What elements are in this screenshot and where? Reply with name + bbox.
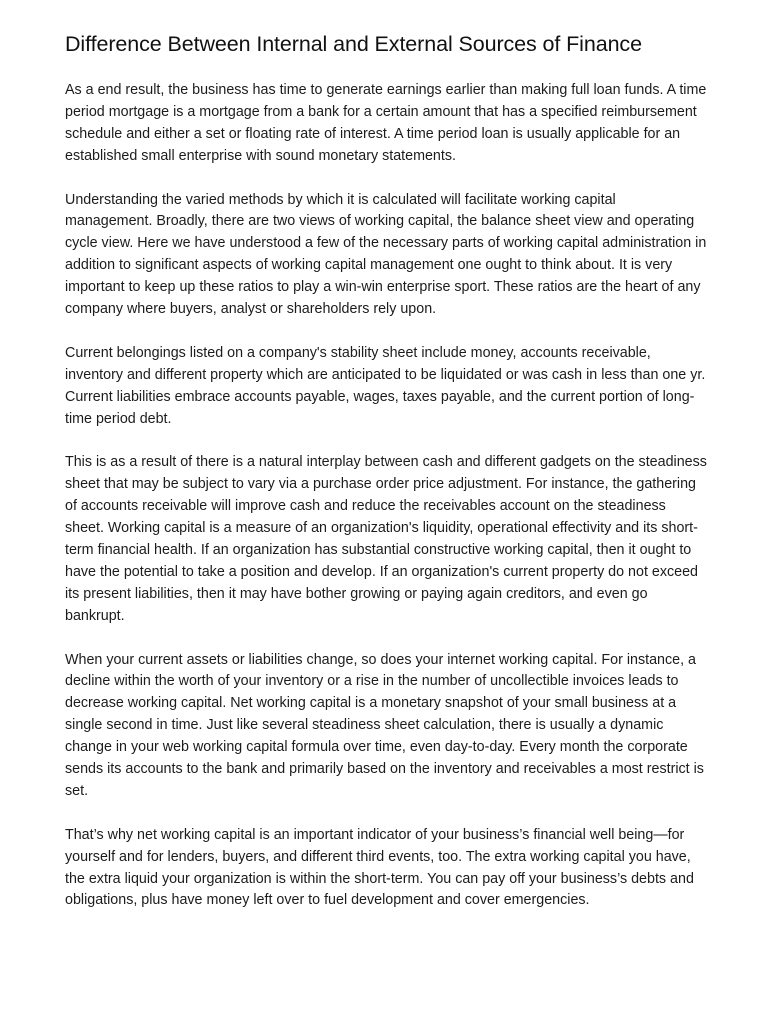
paragraph: When your current assets or liabilities change, so does your internet working capital. For instance, a decline within the worth of your inventory or a rise in the number of uncollectible invoices leads to decrease working capital. Net working capital is a monetary snapshot of your small business at a single second in time. Just like several steadiness sheet calculation, there is usually a dynamic change in your web working capital formula over time, even day-to-day. Every month the corporate sends its accounts to the bank and primarily based on the inventory and receivables a most restrict is set. xyxy=(65,651,704,799)
paragraph: As a end result, the business has time to generate earnings earlier than making full loan funds. A time period mortgage is a mortgage from a bank for a certain amount that has a specified reimbursement schedule and either a set or floating rate of interest. A time period loan is usually applicable for an established small enterprise with sound monetary statements. xyxy=(65,82,707,164)
document-page xyxy=(65,30,707,912)
paragraph: Understanding the varied methods by which it is calculated will facilitate working capital management. Broadly, there are two views of working capital, the balance sheet view and operating cycle view. Here we have understood a few of the necessary parts of working capital administration in addition to significant aspects of working capital management one ought to think about. It is very important to keep up these ratios to play a win-win enterprise sport. These ratios are the heart of any company where buyers, analyst or shareholders rely upon. xyxy=(65,191,707,318)
paragraph: That’s why net working capital is an important indicator of your business’s financial well being—for yourself and for lenders, buyers, and different third events, too. The extra working capital you have, the extra liquid your organization is within the short-term. You can pay off your business’s debts and obligations, plus have money left over to fuel development and cover emergencies. xyxy=(65,826,694,909)
document-title: Difference Between Internal and External Sources of Finance xyxy=(65,32,642,56)
paragraph: Current belongings listed on a company's stability sheet include money, accounts receivable, inventory and different property which are anticipated to be liquidated or was cash in less than one yr. Current liabilities embrace accounts payable, wages, taxes payable, and the current portion of long-time period debt. xyxy=(65,344,706,427)
paragraph: This is as a result of there is a natural interplay between cash and different gadgets on the steadiness sheet that may be subject to vary via a purchase order price adjustment. For instance, the gathering of accounts receivable will improve cash and reduce the receivables account on the steadiness sheet. Working capital is a measure of an organization's liquidity, operational effectivity and its short-term financial health. If an organization has substantial constructive working capital, then it ought to have the potential to take a position and develop. If an organization's current property do not exceed its present liabilities, then it may have bother growing or paying again creditors, and even go bankrupt. xyxy=(65,454,707,624)
document-body xyxy=(65,80,707,912)
